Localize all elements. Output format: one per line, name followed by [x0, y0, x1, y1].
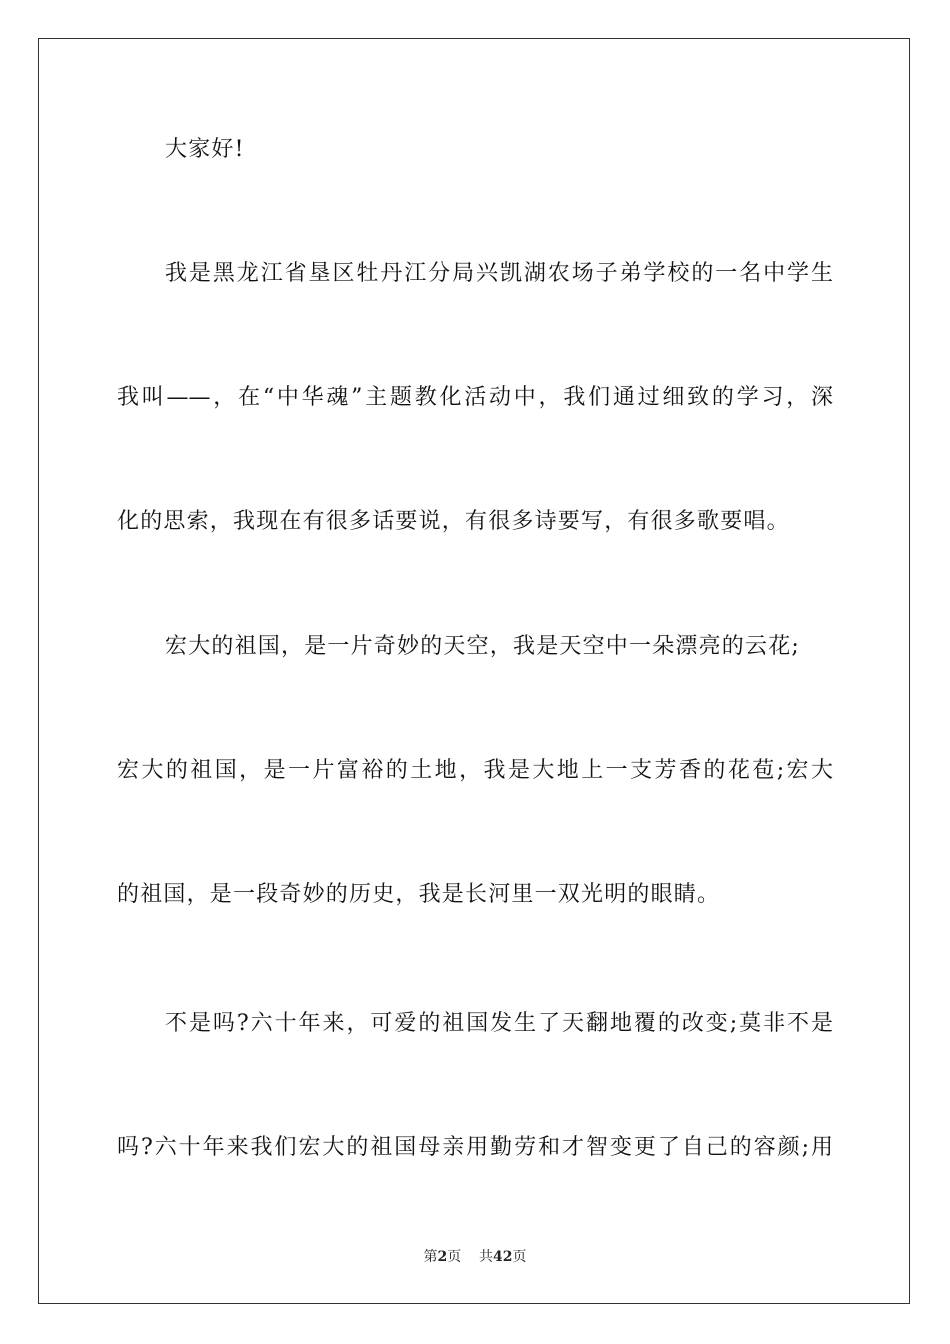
page-prefix: 第	[423, 1249, 438, 1265]
text-line: 宏大的祖国，是一片奇妙的天空，我是天空中一朵漂亮的云花;	[165, 634, 801, 659]
total-pages: 42	[493, 1249, 513, 1265]
total-prefix: 共	[479, 1249, 494, 1265]
page-border	[38, 38, 910, 1304]
text-line: 的祖国，是一段奇妙的历史，我是长河里一双光明的眼睛。	[117, 882, 721, 907]
text-line: 不是吗?六十年来，可爱的祖国发生了天翻地覆的改变;莫非不是	[165, 1011, 833, 1036]
text-line: 我叫——，在“中华魂”主题教化活动中，我们通过细致的学习，深	[117, 385, 833, 410]
page-suffix: 页	[447, 1249, 462, 1265]
text-line: 吗?六十年来我们宏大的祖国母亲用勤劳和才智变更了自己的容颜;用	[117, 1135, 833, 1160]
page-number: 2	[437, 1249, 448, 1265]
text-line: 宏大的祖国，是一片富裕的土地，我是大地上一支芳香的花苞;宏大	[117, 758, 833, 783]
text-line: 化的思索，我现在有很多话要说，有很多诗要写，有很多歌要唱。	[117, 509, 790, 534]
text-line: 我是黑龙江省垦区牡丹江分局兴凯湖农场子弟学校的一名中学生	[165, 261, 833, 286]
greeting-line: 大家好!	[165, 137, 245, 162]
total-suffix: 页	[512, 1249, 527, 1265]
page-footer	[0, 1247, 950, 1267]
